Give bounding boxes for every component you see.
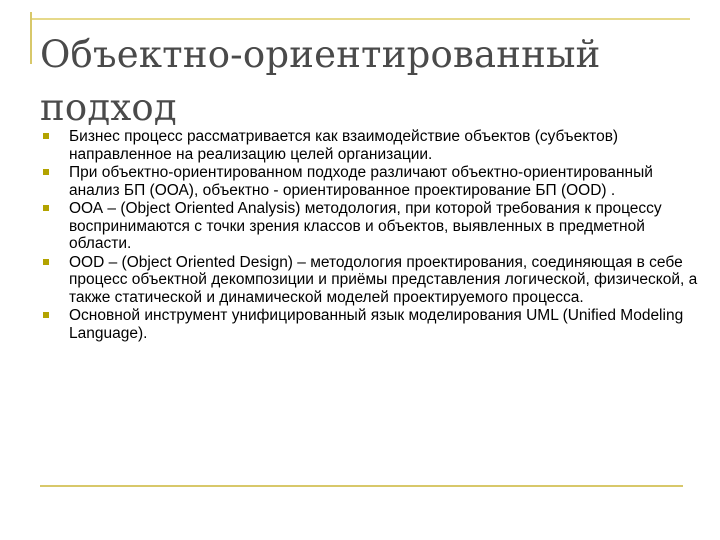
list-item <box>40 307 700 342</box>
top-rule <box>30 18 690 20</box>
bullet-text: Основной инструмент унифицированный язык моделирования UML (Unified Modeling Language). <box>69 307 684 342</box>
list-item <box>40 128 700 163</box>
bullet-text: При объектно-ориентированном подходе различают объектно-ориентированный анализ БП (ООА), объектно - ориентированное проектирование БП (OOD) . <box>69 164 653 199</box>
square-bullet-icon <box>43 312 49 318</box>
list-item <box>40 254 700 307</box>
bullet-list <box>40 128 700 343</box>
list-item <box>40 200 700 253</box>
square-bullet-icon <box>43 205 49 211</box>
square-bullet-icon <box>43 259 49 265</box>
bullet-text: ООА – (Object Oriented Analysis) методология, при которой требования к процессу воспринимаются с точки зрения классов и объектов, выявленных в предметной области. <box>69 200 662 252</box>
bullet-text: Бизнес процесс рассматривается как взаимодействие объектов (субъектов) направленное на реализацию целей организации. <box>69 128 619 163</box>
left-rule <box>30 12 32 64</box>
slide-title: Объектно-ориентированный подход <box>40 33 601 129</box>
square-bullet-icon <box>43 169 49 175</box>
list-item <box>40 164 700 199</box>
bullet-text: OOD – (Object Oriented Design) – методология проектирования, соединяющая в себе процесс объектной декомпозиции и приёмы представления логической, физической, а также статической и динамической моделей проектируемого процесса. <box>69 253 698 306</box>
square-bullet-icon <box>43 133 49 139</box>
bottom-rule <box>40 485 683 487</box>
